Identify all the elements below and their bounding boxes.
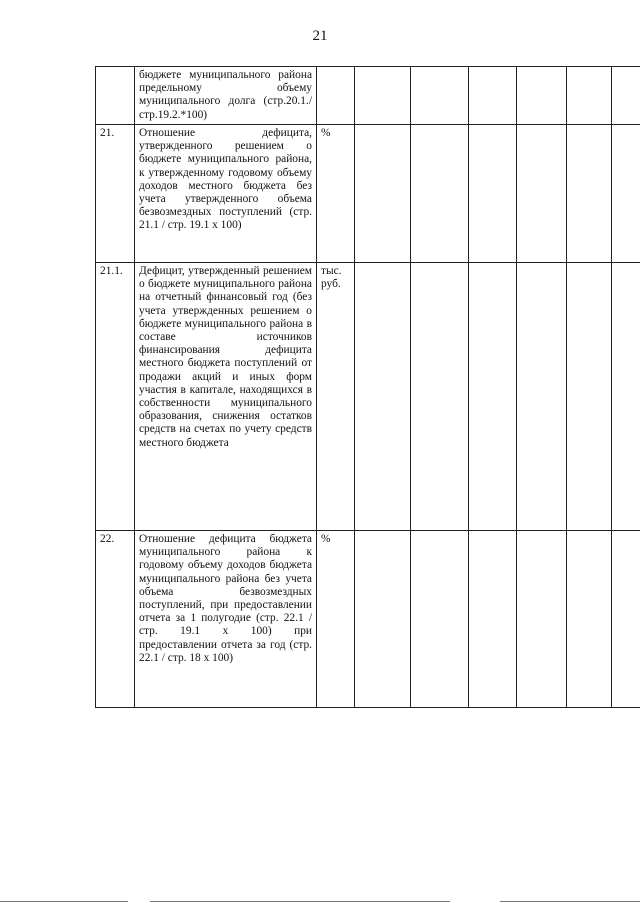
value-cell bbox=[567, 263, 612, 531]
table-row bbox=[96, 263, 640, 531]
value-cell bbox=[355, 531, 411, 708]
row-unit: тыс. руб. bbox=[317, 263, 355, 531]
row-description: Отношение дефицита, утвержденного решением о бюджете муниципального района, к утвержденному годовому объему доходов местного бюджета без учета утвержденного объема безвозмездных поступлений (стр. 21.1 / стр. 19.1 x 100) bbox=[135, 125, 317, 263]
value-cell bbox=[567, 125, 612, 263]
indicators-table bbox=[95, 66, 640, 708]
value-cell bbox=[355, 263, 411, 531]
value-cell bbox=[469, 263, 517, 531]
row-number: 21. bbox=[96, 125, 135, 263]
table-row bbox=[96, 125, 640, 263]
row-unit: % bbox=[317, 531, 355, 708]
row-number: 22. bbox=[96, 531, 135, 708]
value-cell bbox=[469, 531, 517, 708]
value-cell bbox=[567, 531, 612, 708]
row-description: бюджете муниципального района предельному объему муниципального долга (стр.20.1./стр.19.2.*100) bbox=[135, 67, 317, 125]
value-cell bbox=[567, 67, 612, 125]
row-description: Отношение дефицита бюджета муниципального района к годовому объему доходов бюджета муниципального района без учета объема безвозмездных поступлений, при предоставлении отчета за 1 полугодие (стр. 22.1 / стр. 19.1 х 100) при предоставлении отчета за год (стр. 22.1 / стр. 18 х 100) bbox=[135, 531, 317, 708]
value-cell bbox=[517, 531, 567, 708]
value-cell bbox=[469, 125, 517, 263]
row-number bbox=[96, 67, 135, 125]
value-cell bbox=[411, 67, 469, 125]
value-cell bbox=[517, 263, 567, 531]
row-unit bbox=[317, 67, 355, 125]
value-cell bbox=[355, 67, 411, 125]
value-cell bbox=[612, 67, 640, 125]
table-row bbox=[96, 67, 640, 125]
value-cell bbox=[612, 531, 640, 708]
footer-rule bbox=[0, 901, 128, 902]
value-cell bbox=[612, 263, 640, 531]
value-cell bbox=[469, 67, 517, 125]
value-cell bbox=[411, 125, 469, 263]
value-cell bbox=[355, 125, 411, 263]
value-cell bbox=[517, 125, 567, 263]
page-number: 21 bbox=[312, 28, 328, 44]
row-unit: % bbox=[317, 125, 355, 263]
value-cell bbox=[411, 531, 469, 708]
row-description: Дефицит, утвержденный решением о бюджете муниципального района на отчетный финансовый год (без учета утвержденных решением о бюджете муниципального района в составе источников финансирования дефицита местного бюджета поступлений от продажи акций и иных форм участия в капитале, находящихся в собственности муниципального образования, снижения остатков средств на счетах по учету средств местного бюджета bbox=[135, 263, 317, 531]
footer-rule bbox=[150, 901, 450, 902]
value-cell bbox=[517, 67, 567, 125]
value-cell bbox=[612, 125, 640, 263]
table-row bbox=[96, 531, 640, 708]
row-number: 21.1. bbox=[96, 263, 135, 531]
value-cell bbox=[411, 263, 469, 531]
footer-rule bbox=[500, 901, 640, 902]
